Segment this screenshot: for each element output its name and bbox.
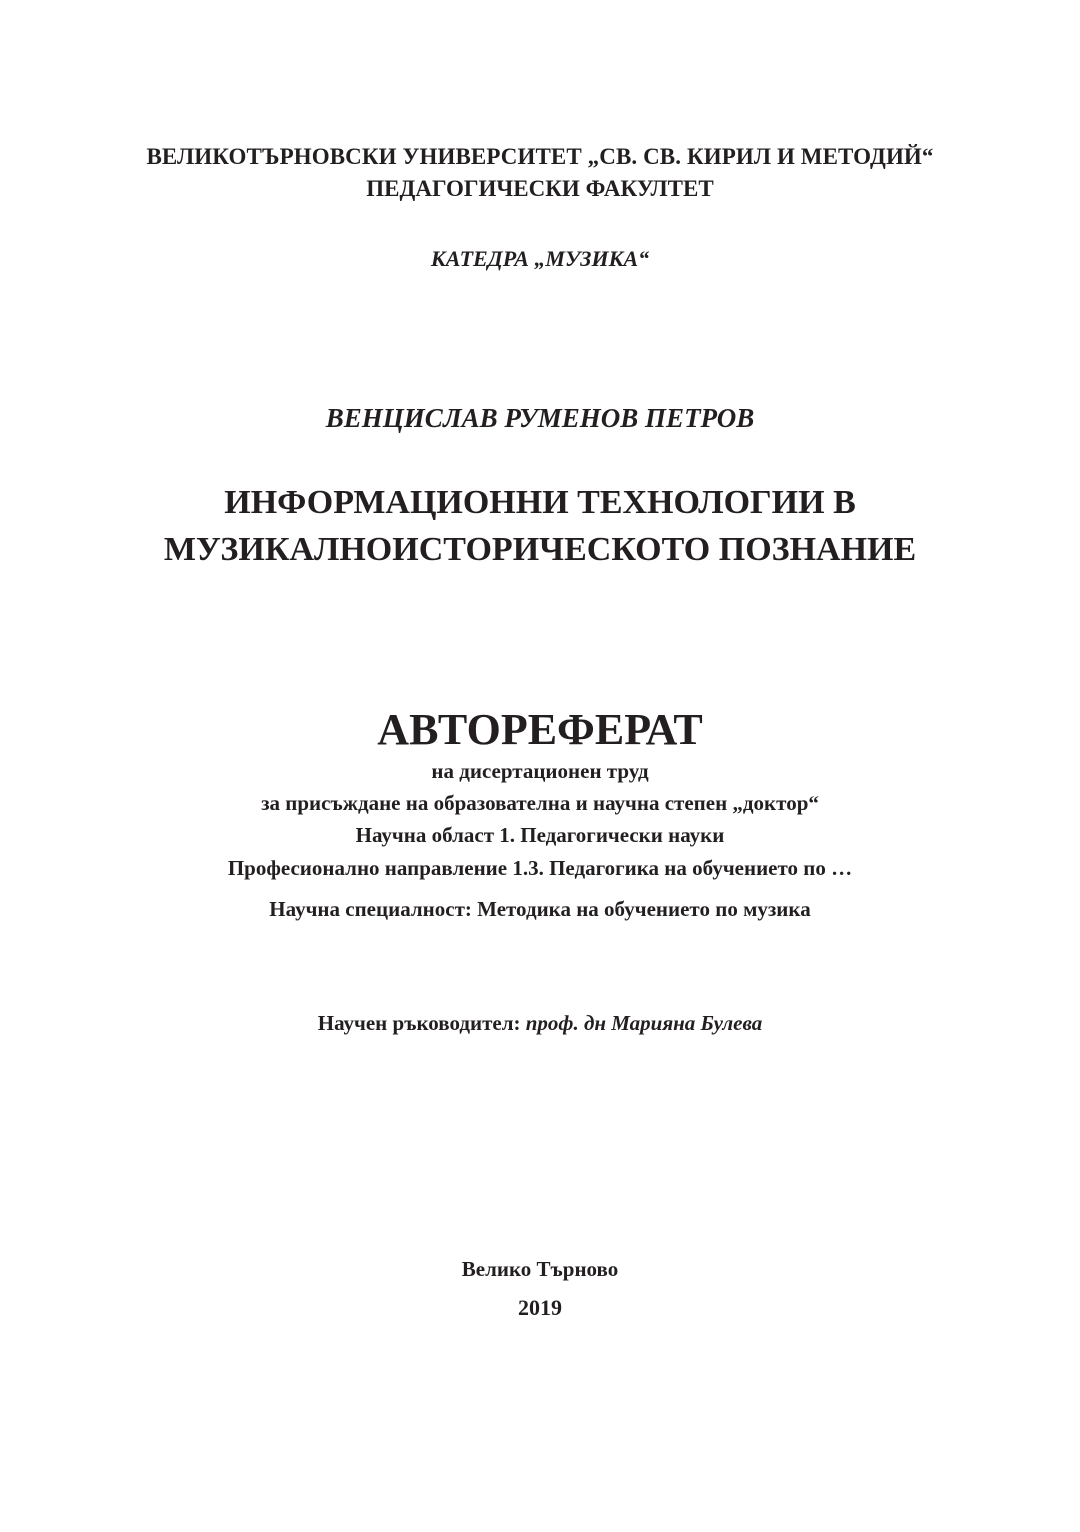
scientific-field-line: Научна област 1. Педагогически науки xyxy=(355,823,725,847)
dissertation-title-line-1: ИНФОРМАЦИОННИ ТЕХНОЛОГИИ В xyxy=(224,484,856,521)
supervisor-label: Научен ръководител: xyxy=(317,1011,526,1035)
document-description-line: на дисертационен труд xyxy=(431,759,649,783)
publication-year: 2019 xyxy=(518,1295,562,1320)
document-type-heading: АВТОРЕФЕРАТ xyxy=(377,705,703,754)
supervisor-name: проф. дн Марияна Булева xyxy=(525,1011,763,1035)
degree-line: за присъждане на образователна и научна степен „доктор“ xyxy=(261,791,819,815)
specialty-line: Научна специалност: Методика на обучението по музика xyxy=(269,897,811,921)
author-name: ВЕНЦИСЛАВ РУМЕНОВ ПЕТРОВ xyxy=(325,403,755,433)
professional-direction-line: Професионално направление 1.3. Педагогика на обучението по … xyxy=(227,856,853,880)
faculty-name: ПЕДАГОГИЧЕСКИ ФАКУЛТЕТ xyxy=(366,176,714,201)
supervisor-line xyxy=(0,1013,1080,1034)
department-name: КАТЕДРА „МУЗИКА“ xyxy=(430,246,650,271)
dissertation-title-line-2: МУЗИКАЛНОИСТОРИЧЕСКОТО ПОЗНАНИЕ xyxy=(163,531,917,568)
university-name: ВЕЛИКОТЪРНОВСКИ УНИВЕРСИТЕТ „СВ. СВ. КИРИЛ И МЕТОДИЙ“ xyxy=(146,144,934,169)
publication-city: Велико Търново xyxy=(461,1257,619,1281)
